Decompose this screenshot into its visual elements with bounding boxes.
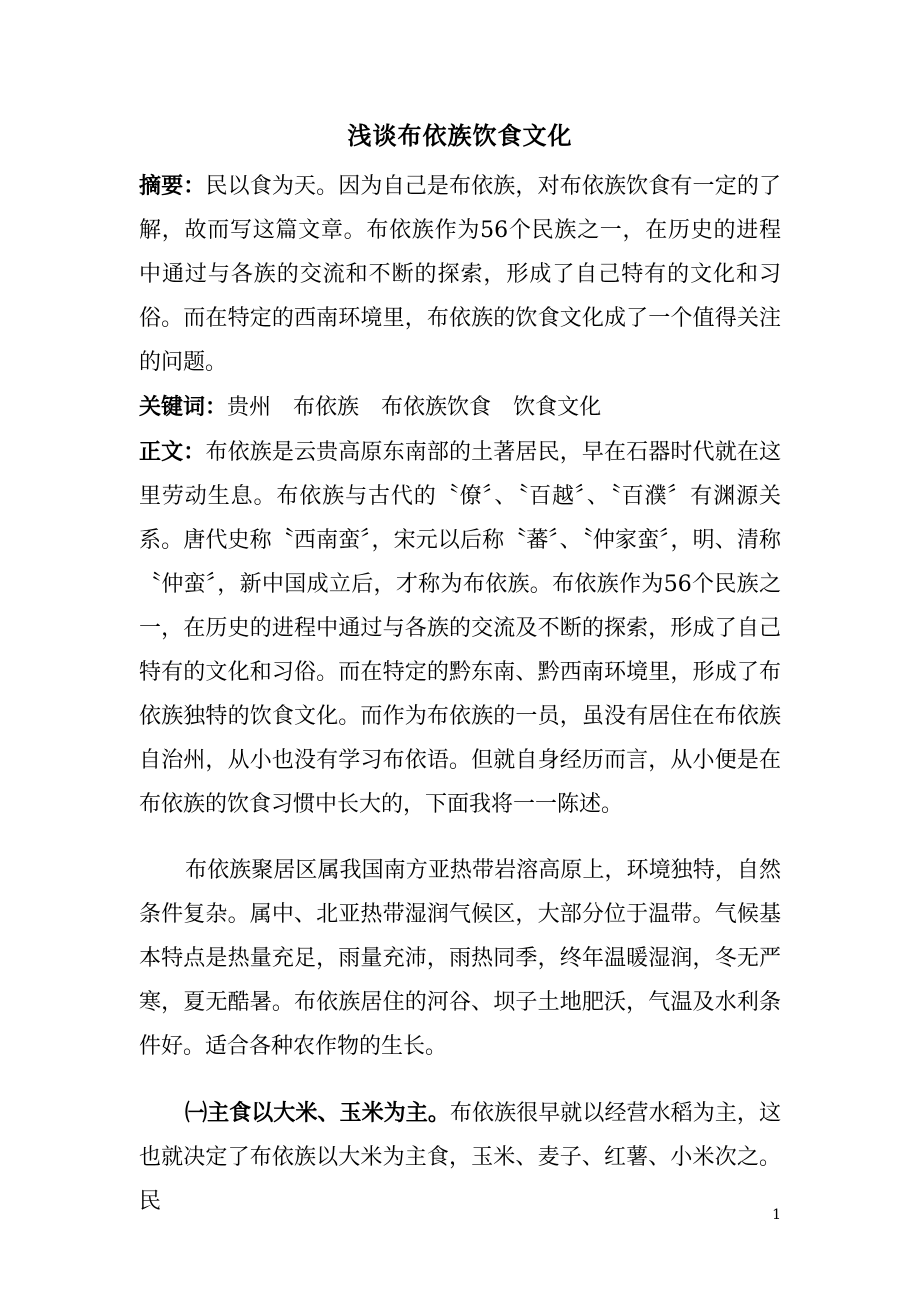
abstract-paragraph: [139, 164, 781, 385]
document-title: 浅谈布依族饮食文化: [347, 121, 573, 150]
main-text-label: 正文：: [139, 439, 206, 465]
section-one-text: 布依族很早就以经营水稻为主，这也就决定了布依族以大米为主食，玉米、麦子、红薯、小米次之。民: [139, 1101, 781, 1214]
main-text-body: 布依族是云贵高原东南部的土著居民，早在石器时代就在这里劳动生息。布依族与古代的〝僚〞、〝百越〞、〝百濮〞有渊源关系。唐代史称〝西南蛮〞，宋元以后称〝蕃〞、〝仲家蛮〞，明、清称〝仲蛮〞，新中国成立后，才称为布依族。布依族作为56个民族之一，在历史的进程中通过与各族的交流及不断的探索，形成了自己特有的文化和习俗。而在特定的黔东南、黔西南环境里，形成了布依族独特的饮食文化。而作为布依族的一员，虽没有居住在布依族自治州，从小也没有学习布依语。但就自身经历而言，从小便是在布依族的饮食习惯中长大的，下面我将一一陈述。: [139, 440, 781, 817]
abstract-label: 摘要：: [139, 173, 206, 199]
keywords-paragraph: [139, 385, 781, 430]
abstract-text: 民以食为天。因为自己是布依族，对布依族饮食有一定的了解，故而写这篇文章。布依族作为56个民族之一，在历史的进程中通过与各族的交流和不断的探索，形成了自己特有的文化和习俗。而在特定的西南环境里，布依族的饮食文化成了一个值得关注的问题。: [139, 174, 781, 375]
environment-paragraph: 布依族聚居区属我国南方亚热带岩溶高原上，环境独特，自然条件复杂。属中、北亚热带湿润气候区，大部分位于温带。气候基本特点是热量充足，雨量充沛，雨热同季，终年温暖湿润，冬无严寒，夏无酷暑。布依族居住的河谷、坝子土地肥沃，气温及水利条件好。适合各种农作物的生长。: [139, 858, 781, 1059]
keyword-item: 贵州: [227, 395, 272, 420]
page-number: 1: [772, 1207, 781, 1223]
section-one-heading: ㈠主食以大米、玉米为主。: [185, 1100, 450, 1126]
keyword-item: 布依族饮食: [381, 395, 492, 420]
keywords-label: 关键词：: [139, 394, 228, 420]
keyword-item: 布依族: [293, 395, 360, 420]
document-body: [139, 164, 781, 1224]
section-one-paragraph: [139, 1091, 781, 1224]
main-text-paragraph: [139, 430, 781, 827]
keyword-item: 饮食文化: [513, 395, 602, 420]
